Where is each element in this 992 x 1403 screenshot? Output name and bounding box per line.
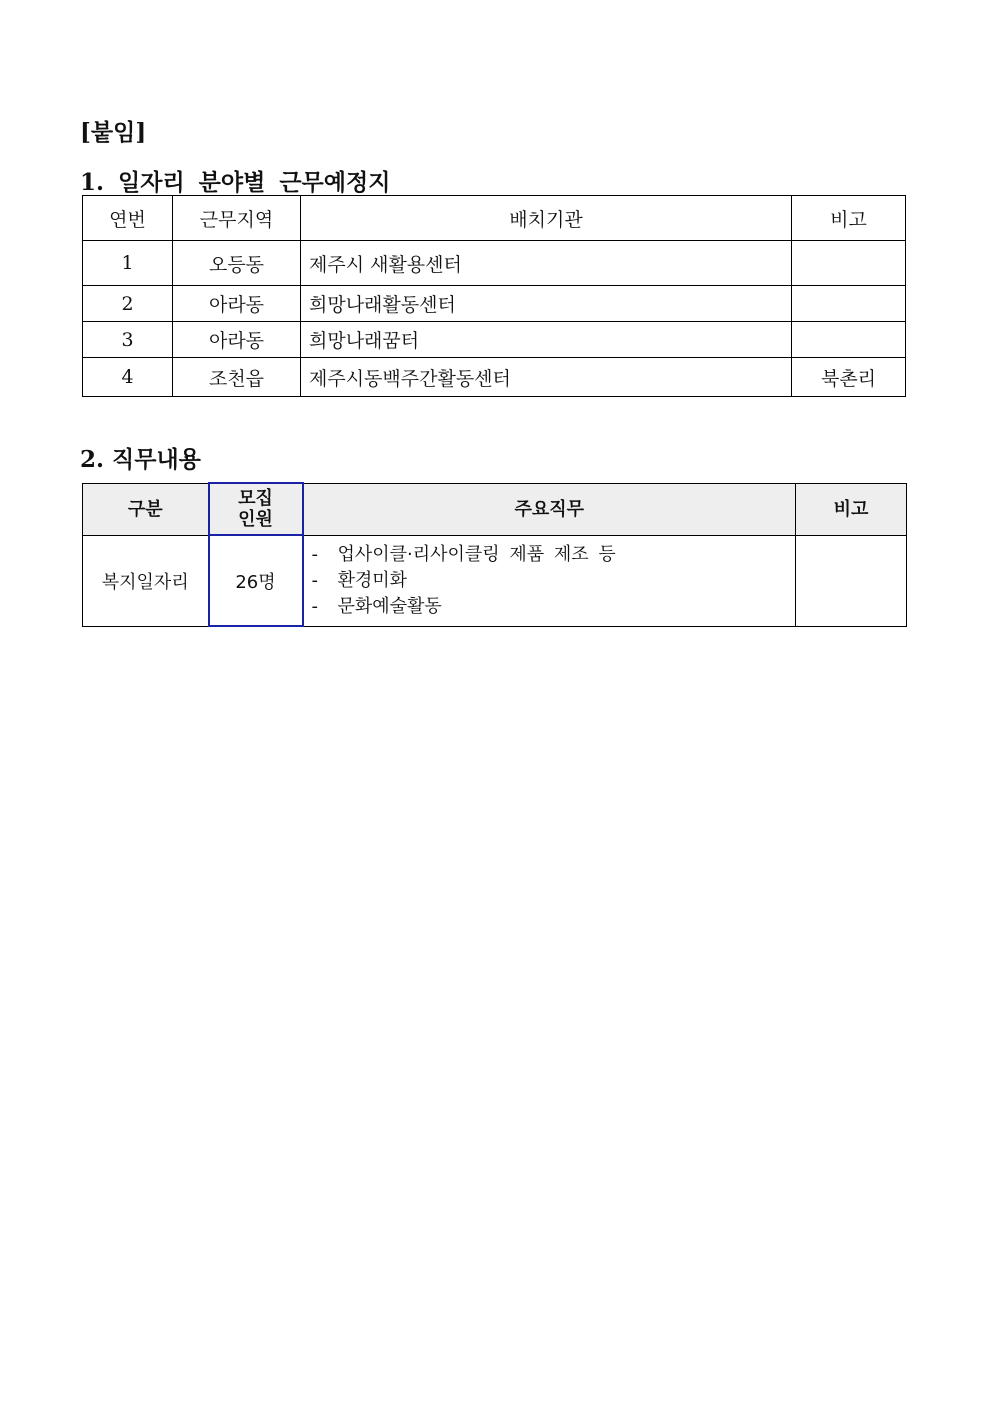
row-no: 4 [83, 358, 173, 397]
job-duty-table [82, 482, 907, 627]
row-note [796, 535, 907, 626]
row-org: 희망나래활동센터 [301, 286, 792, 322]
row-note [792, 322, 906, 358]
table-row [83, 535, 907, 626]
row-no: 1 [83, 241, 173, 286]
row-org: 희망나래꿈터 [301, 322, 792, 358]
section1-title: 1. 일자리 분야별 근무예정지 [80, 169, 391, 196]
attachment-label: [붙임] [80, 119, 147, 146]
table-header-row [83, 483, 907, 535]
row-org: 제주시동백주간활동센터 [301, 358, 792, 397]
table-row [83, 241, 906, 286]
row-note [792, 241, 906, 286]
duty-item: - 업사이클·리사이클링 제품 제조 등 [312, 542, 788, 568]
table-row [83, 358, 906, 397]
table-row [83, 286, 906, 322]
work-location-table [82, 195, 906, 397]
row-no: 3 [83, 322, 173, 358]
header-category: 구분 [83, 483, 209, 535]
header-note: 비고 [792, 196, 906, 241]
header-org: 배치기관 [301, 196, 792, 241]
row-area: 조천읍 [173, 358, 301, 397]
row-note [792, 286, 906, 322]
header-recruit-line2: 인원 [238, 509, 273, 530]
header-no: 연번 [83, 196, 173, 241]
row-no: 2 [83, 286, 173, 322]
row-duties [303, 535, 796, 626]
row-category: 복지일자리 [83, 535, 209, 626]
table-row [83, 322, 906, 358]
header-area: 근무지역 [173, 196, 301, 241]
row-area: 아라동 [173, 286, 301, 322]
header-recruit-line1: 모집 [238, 488, 273, 509]
section2-title: 2. 직무내용 [80, 446, 201, 473]
duty-item: - 문화예술활동 [312, 594, 788, 620]
header-recruit [209, 483, 303, 535]
duty-item: - 환경미화 [312, 568, 788, 594]
header-note: 비고 [796, 483, 907, 535]
row-recruit: 26명 [209, 535, 303, 626]
row-area: 아라동 [173, 322, 301, 358]
duty-list [312, 542, 788, 620]
row-note: 북촌리 [792, 358, 906, 397]
header-duties: 주요직무 [303, 483, 796, 535]
row-org: 제주시 새활용센터 [301, 241, 792, 286]
table-header-row [83, 196, 906, 241]
row-area: 오등동 [173, 241, 301, 286]
